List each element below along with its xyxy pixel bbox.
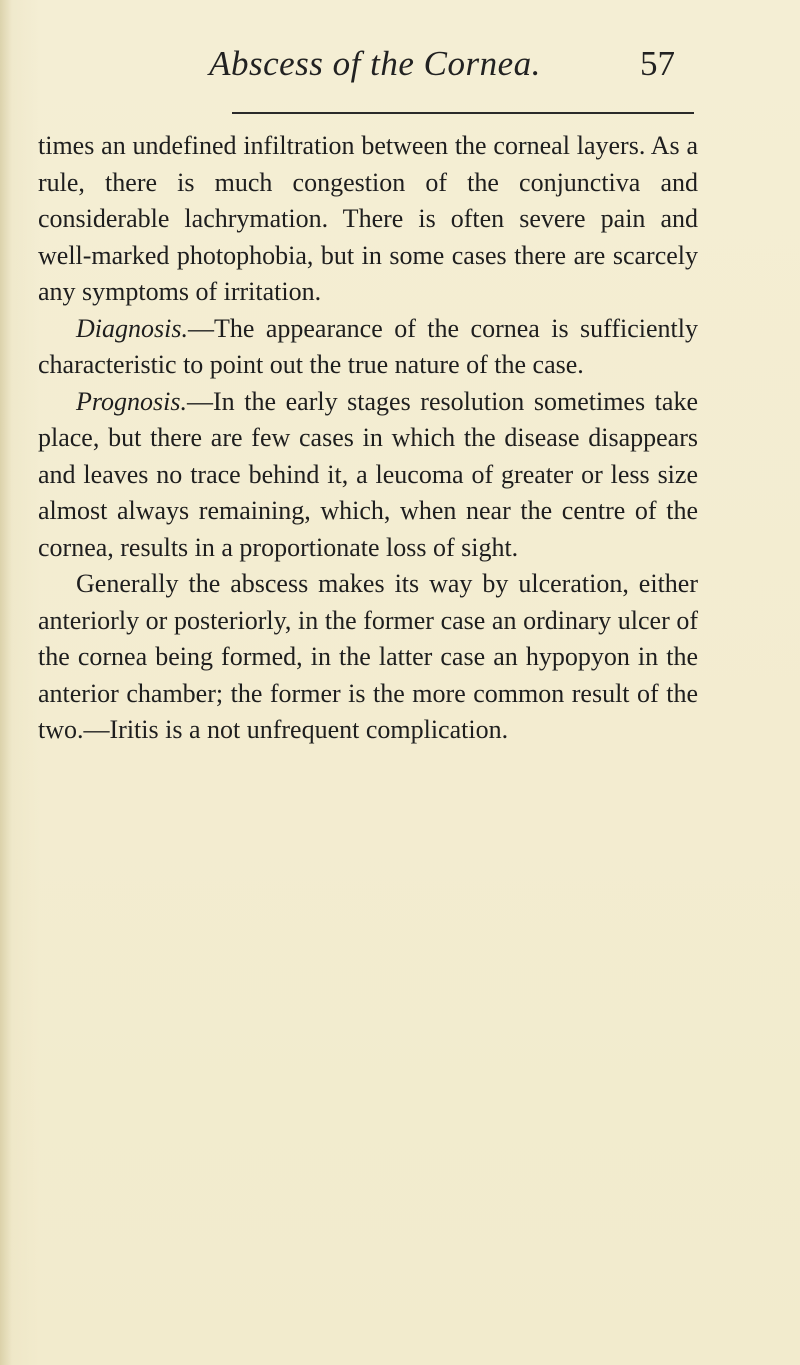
prognosis-text: —In the early stages resolution sometimes take place, but there are few cases in which the disease disappears and leaves no trace behind it, a leucoma of greater or less size almost always remaining, which, when near the centre of the cornea, results in a proportionate loss of sight. [38, 386, 698, 562]
paragraph-abscess-course: Generally the abscess makes its way by ulceration, either anteriorly or posteriorly, in the former case an ordinary ulcer of the cornea being formed, in the latter case an hypopyon in the anterior chamber; the former is the more common result of the two.—Iritis is a not unfrequent complication. [38, 569, 698, 744]
paragraph-prognosis [38, 384, 698, 567]
diagnosis-text: —The appearance of the cornea is sufficiently characteristic to point out the true nature of the case. [38, 313, 698, 379]
running-head [0, 44, 800, 94]
paragraph-diagnosis [38, 311, 698, 384]
diagnosis-heading: Diagnosis. [76, 313, 188, 343]
header-rule [232, 112, 694, 114]
prognosis-heading: Prognosis. [76, 386, 187, 416]
page-number: 57 [640, 44, 675, 83]
paragraph-continuation: times an undefined infiltration between the corneal layers. As a rule, there is much congestion of the conjunctiva and considerable lachrymation. There is often severe pain and well-marked photophobia, but in some cases there are scarcely any symptoms of irritation. [38, 131, 698, 306]
page-title: Abscess of the Cornea. [209, 44, 541, 83]
body-text [38, 128, 698, 749]
